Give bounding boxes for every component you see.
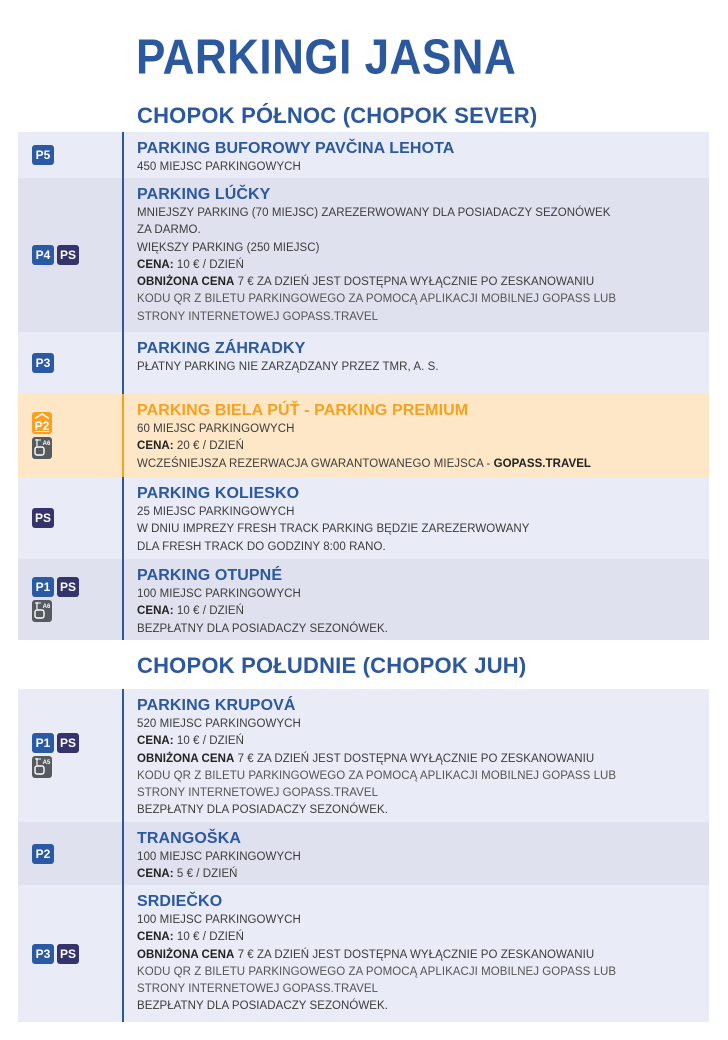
detail-line [137, 866, 709, 883]
detail-text: 25 MIEJSC PARKINGOWYCH [137, 506, 295, 518]
badge-group [18, 822, 122, 885]
detail-text: KODU QR Z BILETU PARKINGOWEGO ZA POMOCĄ APLIKACJI MOBILNEJ GOPASS LUB [137, 769, 617, 782]
detail-text: 7 € ZA DZIEŃ JEST DOSTĘPNA WYŁĄCZNIE PO ZESKANOWANIU [234, 752, 595, 765]
parking-badge-p1: P1 [32, 577, 54, 597]
parking-badge-p3: P3 [32, 353, 54, 373]
parking-badge-p3: P3 [32, 944, 54, 964]
badge-group [18, 332, 122, 394]
detail-text: 7 € ZA DZIEŃ JEST DOSTĘPNA WYŁĄCZNIE PO ZESKANOWANIU [234, 948, 595, 961]
detail-line [137, 947, 709, 964]
detail-line [137, 716, 709, 733]
label-bold: CENA: [137, 931, 174, 944]
parking-row [18, 885, 709, 1022]
detail-line [137, 733, 709, 750]
detail-text: 10 € / DZIEŃ [173, 931, 244, 944]
parking-row [18, 559, 709, 640]
parking-details [124, 178, 709, 332]
detail-line [137, 998, 709, 1015]
svg-text:A6: A6 [42, 604, 51, 610]
detail-text: 100 MIEJSC PARKINGOWYCH [137, 588, 301, 600]
parking-badge-p1: P1 [32, 733, 54, 753]
parking-name: PARKING BUFOROWY PAVČINA LEHOTA [137, 140, 455, 157]
parking-row [18, 394, 709, 477]
parking-row [18, 132, 709, 178]
detail-text: ZA DARMO. [137, 224, 201, 237]
chairlift-icon [32, 437, 52, 459]
label-bold: CENA: [137, 605, 174, 618]
detail-line [137, 159, 709, 176]
parking-list-south [18, 689, 709, 1022]
detail-line [137, 421, 709, 438]
detail-text: PŁATNY PARKING NIE ZARZĄDZANY PRZEZ TMR, A. S. [137, 361, 439, 373]
badge-group [18, 132, 122, 178]
detail-text: WCZEŚNIEJSZA REZERWACJA GWARANTOWANEGO MIEJSCA - [137, 457, 494, 470]
ps-parking-badge: PS [32, 508, 54, 528]
detail-text: WIĘKSZY PARKING (250 MIEJSC) [137, 241, 320, 254]
detail-line [137, 274, 709, 291]
detail-text: KODU QR Z BILETU PARKINGOWEGO ZA POMOCĄ APLIKACJI MOBILNEJ GOPASS LUB [137, 965, 617, 978]
ps-parking-badge: PS [57, 944, 79, 964]
detail-line [137, 359, 709, 376]
premium-parking-icon: P2 [32, 412, 52, 434]
detail-line [137, 291, 709, 308]
parking-name: PARKING KOLIESKO [137, 485, 300, 502]
badge-group [18, 885, 122, 1022]
detail-line [137, 929, 709, 946]
detail-text: 5 € / DZIEŃ [173, 868, 238, 881]
chairlift-icon [32, 756, 52, 778]
parking-list-north [18, 132, 709, 640]
badge-group [18, 394, 122, 477]
detail-text: 7 € ZA DZIEŃ JEST DOSTĘPNA WYŁĄCZNIE PO ZESKANOWANIU [234, 276, 595, 289]
detail-text: 100 MIEJSC PARKINGOWYCH [137, 851, 301, 863]
detail-text: MNIEJSZY PARKING (70 MIEJSC) ZAREZERWOWANY DLA POSIADACZY SEZONÓWEK [137, 207, 611, 219]
label-bold: CENA: [137, 258, 174, 271]
parking-name: PARKING OTUPNÉ [137, 567, 283, 584]
parking-name: PARKING ZÁHRADKY [137, 340, 306, 357]
badge-group [18, 477, 122, 559]
detail-text: 100 MIEJSC PARKINGOWYCH [137, 914, 301, 926]
detail-line [137, 964, 709, 981]
detail-line [137, 240, 709, 257]
detail-text: 10 € / DZIEŃ [173, 605, 244, 618]
detail-text: DLA FRESH TRACK DO GODZINY 8:00 RANO. [137, 540, 386, 553]
detail-text: BEZPŁATNY DLA POSIADACZY SEZONÓWEK. [137, 622, 388, 635]
detail-line [137, 309, 709, 326]
parking-row [18, 689, 709, 822]
detail-line [137, 222, 709, 239]
parking-badge-p5: P5 [32, 145, 54, 165]
parking-row [18, 178, 709, 332]
parking-row [18, 822, 709, 885]
parking-details [124, 559, 709, 640]
detail-text: W DNIU IMPREZY FRESH TRACK PARKING BĘDZIE ZAREZERWOWANY [137, 523, 530, 536]
badge-group [18, 178, 122, 332]
section-title-south: CHOPOK POŁUDNIE (CHOPOK JUH) [137, 653, 527, 678]
ps-parking-badge: PS [57, 733, 79, 753]
badge-group [18, 559, 122, 640]
detail-line [137, 751, 709, 768]
detail-line [137, 438, 709, 455]
detail-line [137, 849, 709, 866]
detail-line [137, 912, 709, 929]
detail-text: STRONY INTERNETOWEJ GOPASS.TRAVEL [137, 983, 379, 996]
parking-details [124, 477, 709, 559]
page-title: PARKINGI JASNA [136, 30, 517, 85]
parking-row [18, 477, 709, 559]
label-bold: CENA: [137, 735, 174, 748]
parking-badge-p4: P4 [32, 245, 54, 265]
detail-line [137, 603, 709, 620]
parking-name: PARKING LÚČKY [137, 186, 271, 203]
parking-details [124, 394, 709, 477]
parking-name: PARKING KRUPOVÁ [137, 697, 296, 714]
detail-text: 450 MIEJSC PARKINGOWYCH [137, 161, 301, 173]
label-bold: OBNIŻONA CENA [137, 948, 235, 961]
svg-text:A6: A6 [42, 441, 51, 447]
detail-line [137, 621, 709, 638]
detail-line [137, 785, 709, 802]
svg-text:A5: A5 [42, 760, 51, 766]
detail-line [137, 257, 709, 274]
parking-badge-p2: P2 [32, 844, 54, 864]
parking-details [124, 689, 709, 822]
detail-text: BEZPŁATNY DLA POSIADACZY SEZONÓWEK. [137, 1000, 388, 1013]
parking-details [124, 332, 709, 394]
parking-details [124, 132, 709, 178]
detail-line [137, 586, 709, 603]
detail-line [137, 768, 709, 785]
detail-line [137, 456, 709, 473]
ps-parking-badge: PS [57, 245, 79, 265]
detail-text: 20 € / DZIEŃ [173, 440, 244, 453]
detail-text: 10 € / DZIEŃ [173, 735, 244, 748]
section-title-north: CHOPOK PÓŁNOC (CHOPOK SEVER) [137, 103, 538, 128]
parking-details [124, 822, 709, 885]
label-bold: CENA: [137, 440, 174, 453]
parking-row [18, 332, 709, 394]
label-bold: CENA: [137, 868, 174, 881]
detail-text: 520 MIEJSC PARKINGOWYCH [137, 718, 301, 730]
detail-line [137, 539, 709, 556]
chairlift-icon [32, 600, 52, 622]
detail-line [137, 521, 709, 538]
parking-details [124, 885, 709, 1022]
parking-name: PARKING BIELA PÚŤ - PARKING PREMIUM [137, 402, 469, 419]
detail-text: 10 € / DZIEŃ [173, 258, 244, 271]
badge-group [18, 689, 122, 822]
detail-text: KODU QR Z BILETU PARKINGOWEGO ZA POMOCĄ APLIKACJI MOBILNEJ GOPASS LUB [137, 293, 617, 306]
label-bold: OBNIŻONA CENA [137, 752, 235, 765]
detail-text: BEZPŁATNY DLA POSIADACZY SEZONÓWEK. [137, 804, 388, 817]
detail-line [137, 205, 709, 222]
detail-text: STRONY INTERNETOWEJ GOPASS.TRAVEL [137, 310, 379, 323]
gopass-link[interactable]: GOPASS.TRAVEL [493, 457, 592, 470]
ps-parking-badge: PS [57, 577, 79, 597]
detail-text: 60 MIEJSC PARKINGOWYCH [137, 423, 295, 435]
detail-line [137, 802, 709, 819]
detail-line [137, 504, 709, 521]
detail-line [137, 981, 709, 998]
parking-name: SRDIEČKO [137, 893, 223, 910]
label-bold: OBNIŻONA CENA [137, 276, 235, 289]
detail-text: STRONY INTERNETOWEJ GOPASS.TRAVEL [137, 787, 379, 800]
parking-name: TRANGOŠKA [137, 830, 242, 847]
